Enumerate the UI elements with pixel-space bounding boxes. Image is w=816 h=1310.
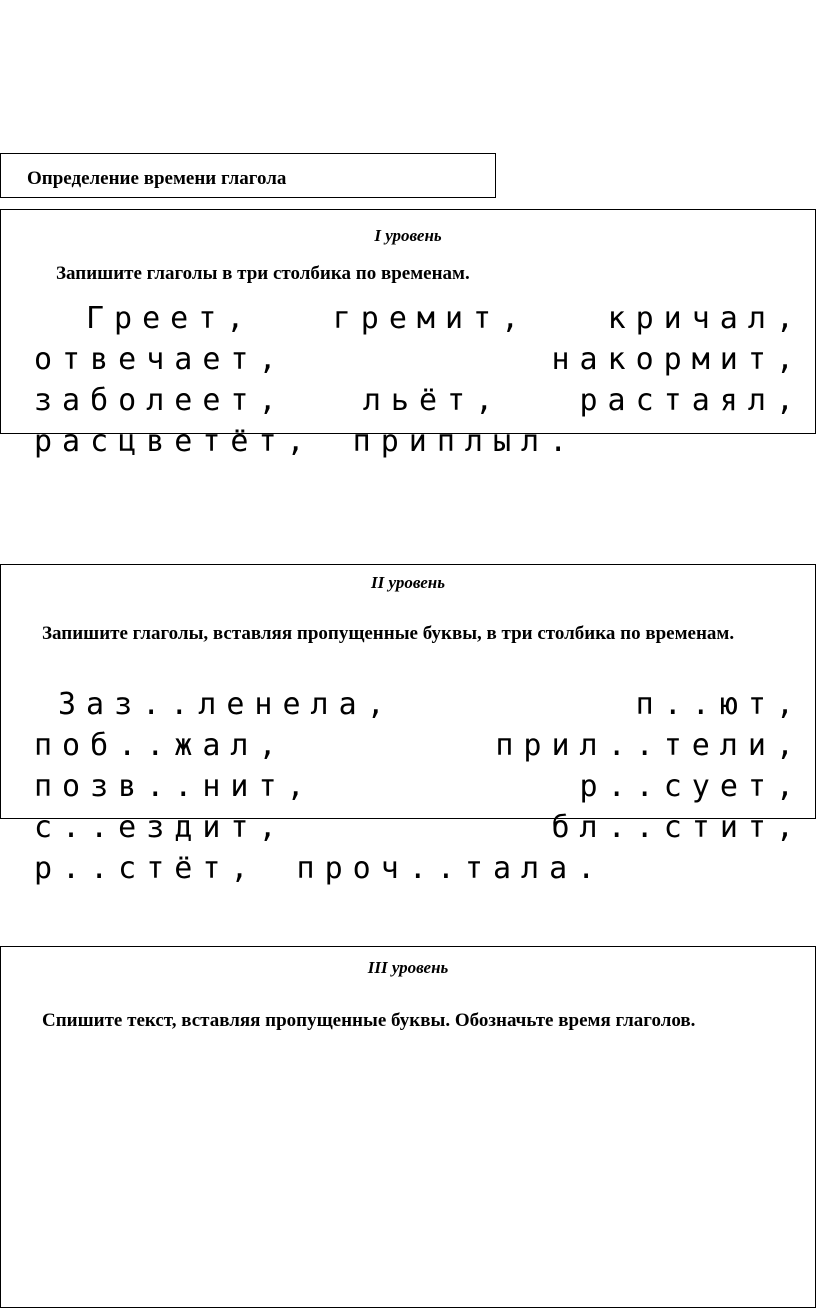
- level-3-task: Спишите текст, вставляя пропущенные буквы. Обозначьте время глаголов.: [42, 1010, 696, 1031]
- word-line: Греет, гремит,: [86, 301, 530, 336]
- word-line: Заз..ленела, п..ют,: [58, 687, 804, 722]
- word-line: поб..жал, прил..тели,: [34, 728, 804, 763]
- level-1-heading: I уровень: [374, 226, 442, 245]
- level-1-words: [34, 298, 804, 462]
- level-1-task: Запишите глаголы в три столбика по временам.: [56, 263, 470, 284]
- word-line: накормит, заболеет,: [34, 342, 804, 418]
- page-title: Определение времени глагола: [27, 168, 287, 189]
- word-line: кричал, отвечает,: [34, 301, 804, 377]
- word-line: р..стёт, проч..тала.: [34, 851, 606, 886]
- level-2-heading: II уровень: [371, 573, 445, 592]
- level-2-words: [34, 684, 804, 889]
- level-2-task: Запишите глаголы, вставляя пропущенные буквы, в три столбика по временам.: [42, 623, 735, 644]
- word-line: расцветёт, приплыл.: [34, 424, 578, 459]
- word-line: позв..нит, р..сует,: [34, 769, 804, 804]
- word-line: с..ездит, бл..стит,: [34, 810, 804, 845]
- level-3-heading: III уровень: [367, 958, 449, 977]
- level-3-box: [0, 946, 816, 1308]
- word-line: льёт, растаял,: [362, 383, 804, 418]
